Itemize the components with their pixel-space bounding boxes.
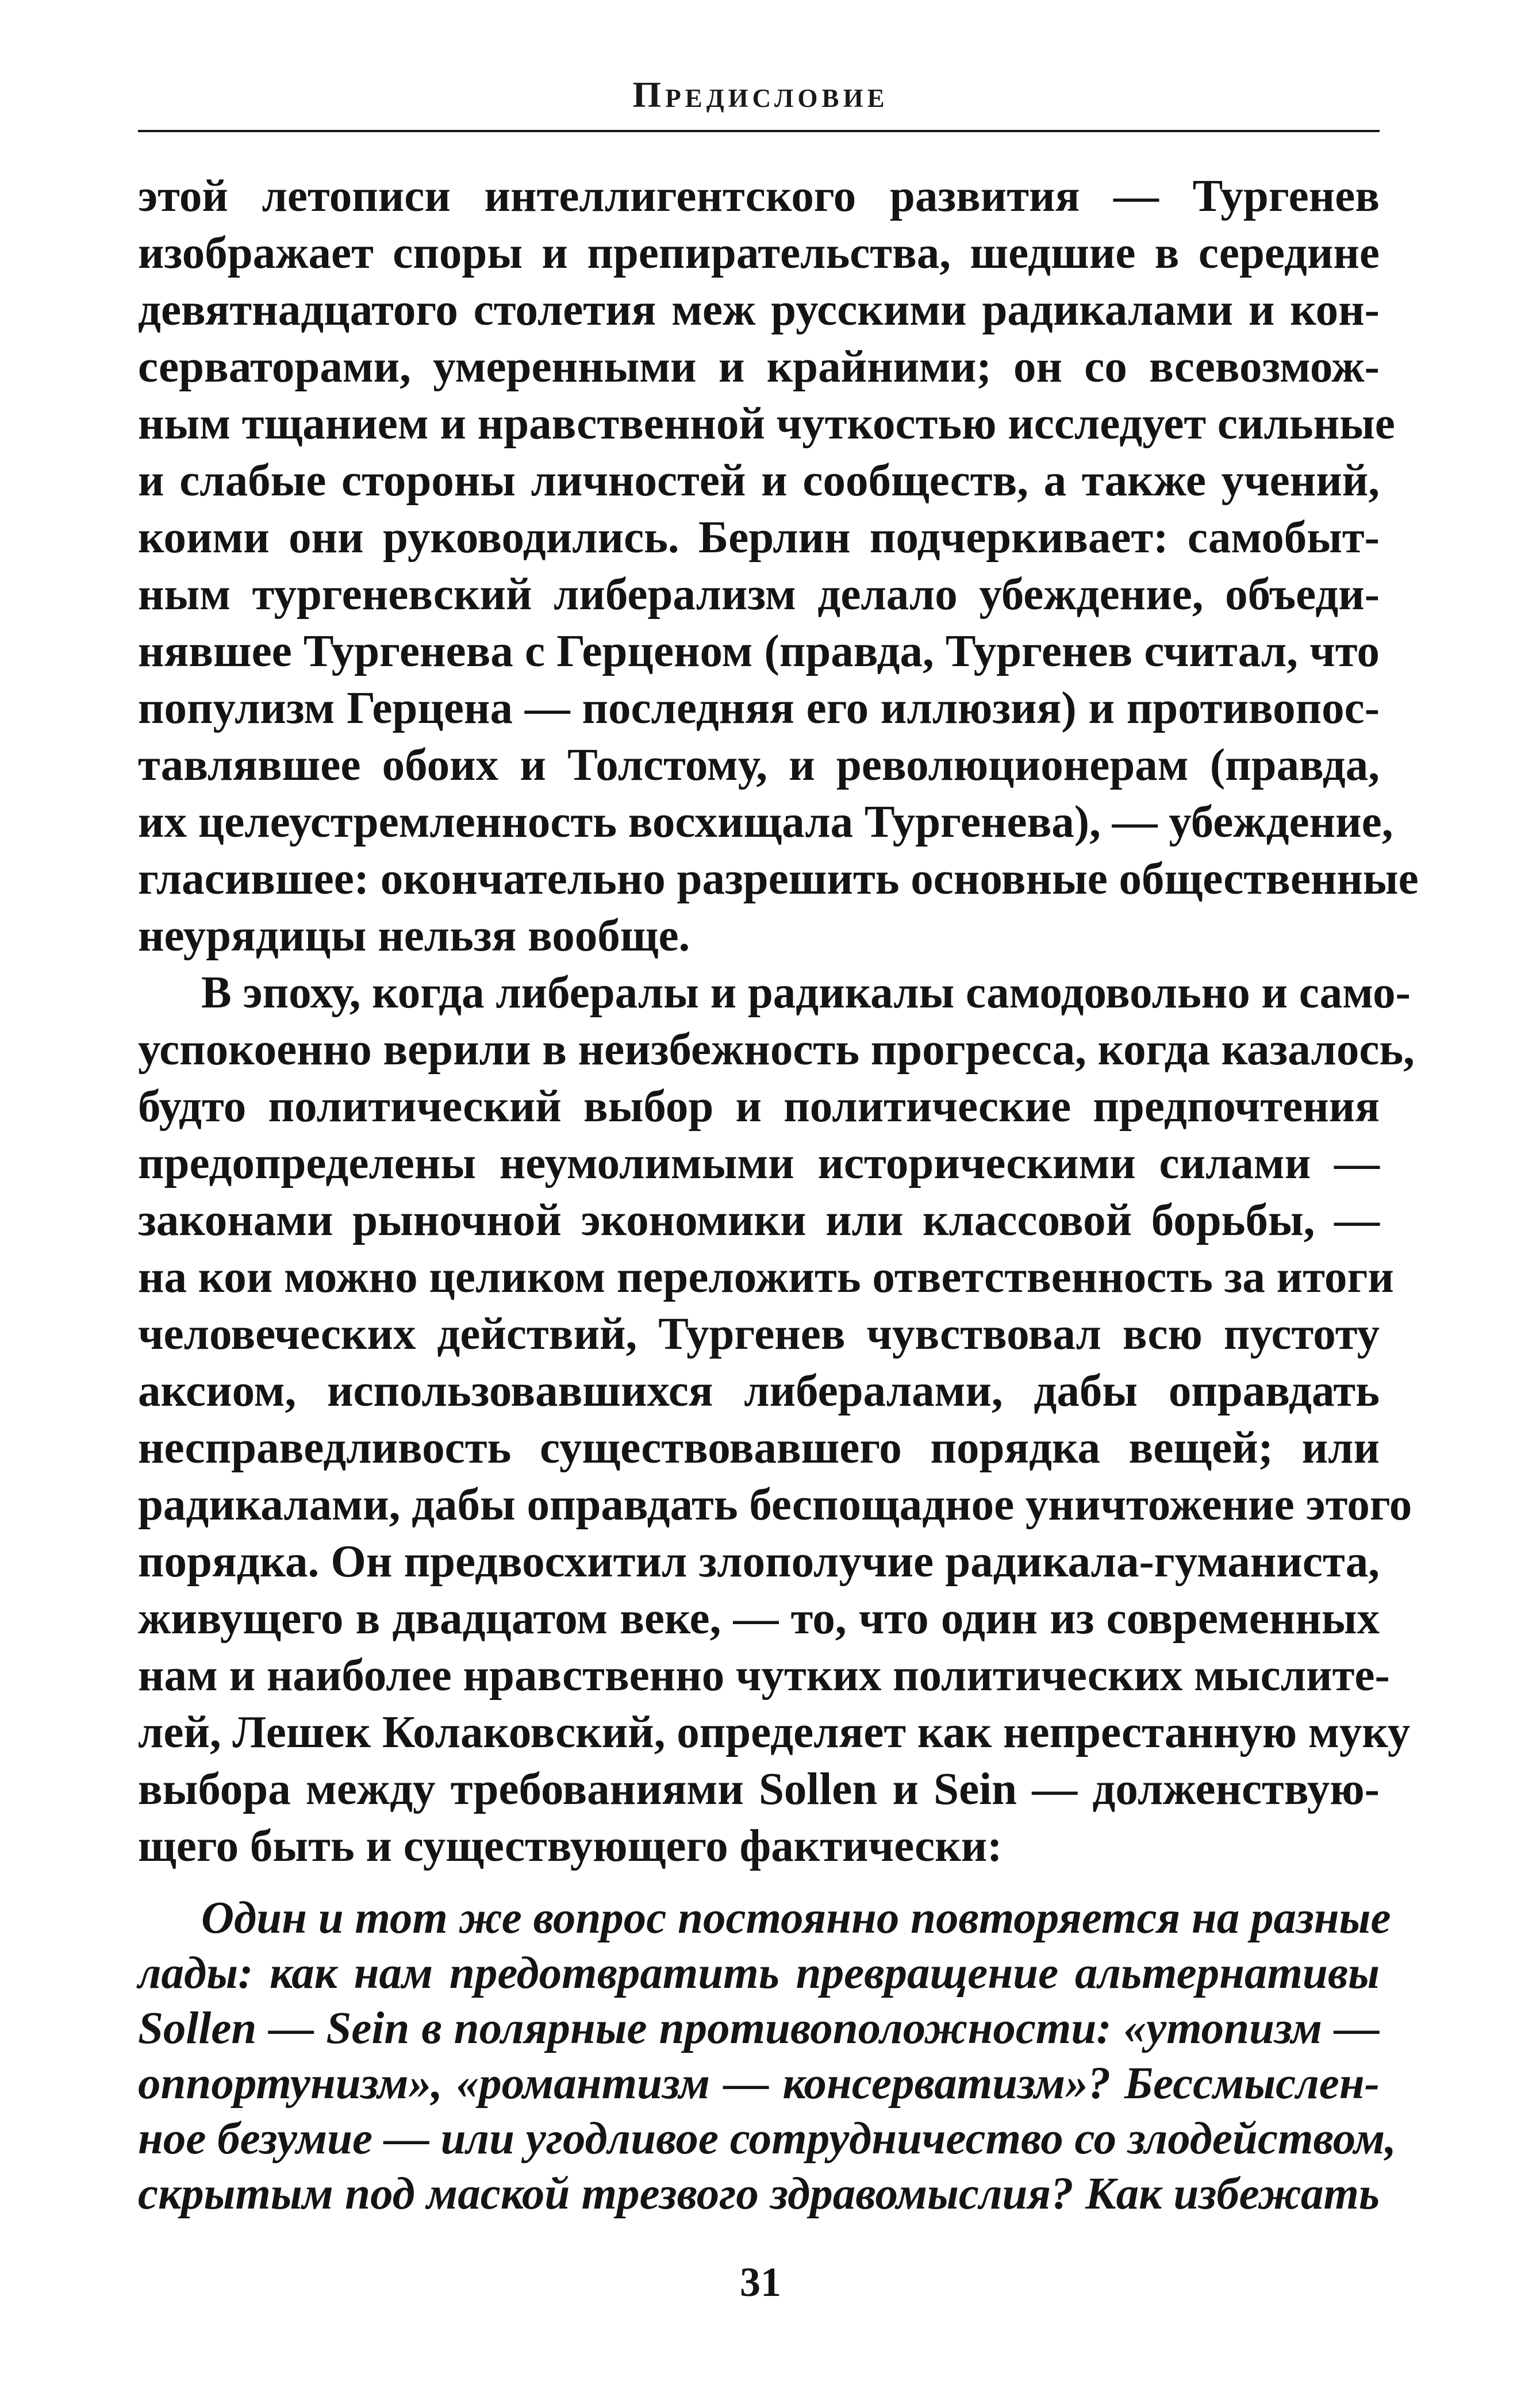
text-line: ным тургеневский либерализм делало убеждение, объеди- (138, 570, 1380, 620)
text-line: гласившее: окончательно разрешить основные общественные (138, 854, 1419, 904)
text-line: человеческих действий, Тургенев чувствовал всю пустоту (138, 1309, 1380, 1359)
text-line: неурядицы нельзя вообще. (138, 911, 690, 961)
text-line: серваторами, умеренными и крайними; он со всевозмож- (138, 342, 1380, 392)
text-line: и слабые стороны личностей и сообществ, а также учений, (138, 456, 1380, 506)
text-line: радикалами, дабы оправдать беспощадное уничтожение этого (138, 1480, 1412, 1530)
text-line: несправедливость существовавшего порядка вещей; или (138, 1423, 1380, 1473)
text-line: щего быть и существующего фактически: (138, 1821, 1003, 1871)
text-line: успокоенно верили в неизбежность прогресса, когда казалось, (138, 1025, 1415, 1075)
text-line: предопределены неумолимыми историческими силами — (138, 1138, 1380, 1188)
text-line: лей, Лешек Колаковский, определяет как непрестанную муку (138, 1707, 1411, 1757)
text-line: нам и наиболее нравственно чутких политических мыслите- (138, 1651, 1390, 1701)
text-line: порядка. Он предвосхитил злополучие радикала-гуманиста, (138, 1537, 1380, 1587)
text-line: нявшее Тургенева с Герценом (правда, Тургенев считал, что (138, 626, 1380, 676)
text-line: изображает споры и препирательства, шедшие в середине (138, 228, 1380, 278)
text-line: этой летописи интеллигентского развития — Тургенев (138, 171, 1380, 221)
text-line: живущего в двадцатом веке, — то, что один из современных (138, 1594, 1380, 1644)
text-line: девятнадцатого столетия меж русскими радикалами и кон- (138, 285, 1380, 335)
text-line: тавлявшее обоих и Толстому, и революционерам (правда, (138, 740, 1380, 790)
text-line: коими они руководились. Берлин подчеркивает: самобыт- (138, 513, 1380, 563)
text-line: ным тщанием и нравственной чуткостью исследует сильные (138, 399, 1395, 449)
quote-line: лады: как нам предотвратить превращение альтернативы (138, 1948, 1380, 1998)
text-line: В эпоху, когда либералы и радикалы самодовольно и само- (201, 968, 1411, 1018)
text-line: популизм Герцена — последняя его иллюзия) и противопос- (138, 683, 1380, 733)
running-head: Предисловие (632, 74, 889, 115)
text-line: законами рыночной экономики или классовой борьбы, — (138, 1195, 1380, 1245)
quote-line: оппортунизм», «романтизм — консерватизм»? Бессмыслен- (138, 2059, 1380, 2109)
quote-line: скрытым под маской трезвого здравомыслия? Как избежать (138, 2169, 1380, 2219)
quote-line: ное безумие — или угодливое сотрудничество со злодейством, (138, 2114, 1397, 2164)
text-line: на кои можно целиком переложить ответственность за итоги (138, 1252, 1394, 1302)
text-line: аксиом, использовавшихся либералами, дабы оправдать (138, 1366, 1380, 1416)
page-number: 31 (740, 2259, 781, 2305)
header-rule (138, 130, 1380, 132)
text-line: будто политический выбор и политические предпочтения (138, 1082, 1380, 1132)
text-line: их целеустремленность восхищала Тургенева), — убеждение, (138, 797, 1393, 847)
quote-line: Sollen — Sein в полярные противоположности: «утопизм — (138, 2003, 1380, 2053)
text-line: выбора между требованиями Sollen и Sein — долженствую- (138, 1764, 1380, 1814)
quote-line: Один и тот же вопрос постоянно повторяется на разные (201, 1893, 1391, 1943)
